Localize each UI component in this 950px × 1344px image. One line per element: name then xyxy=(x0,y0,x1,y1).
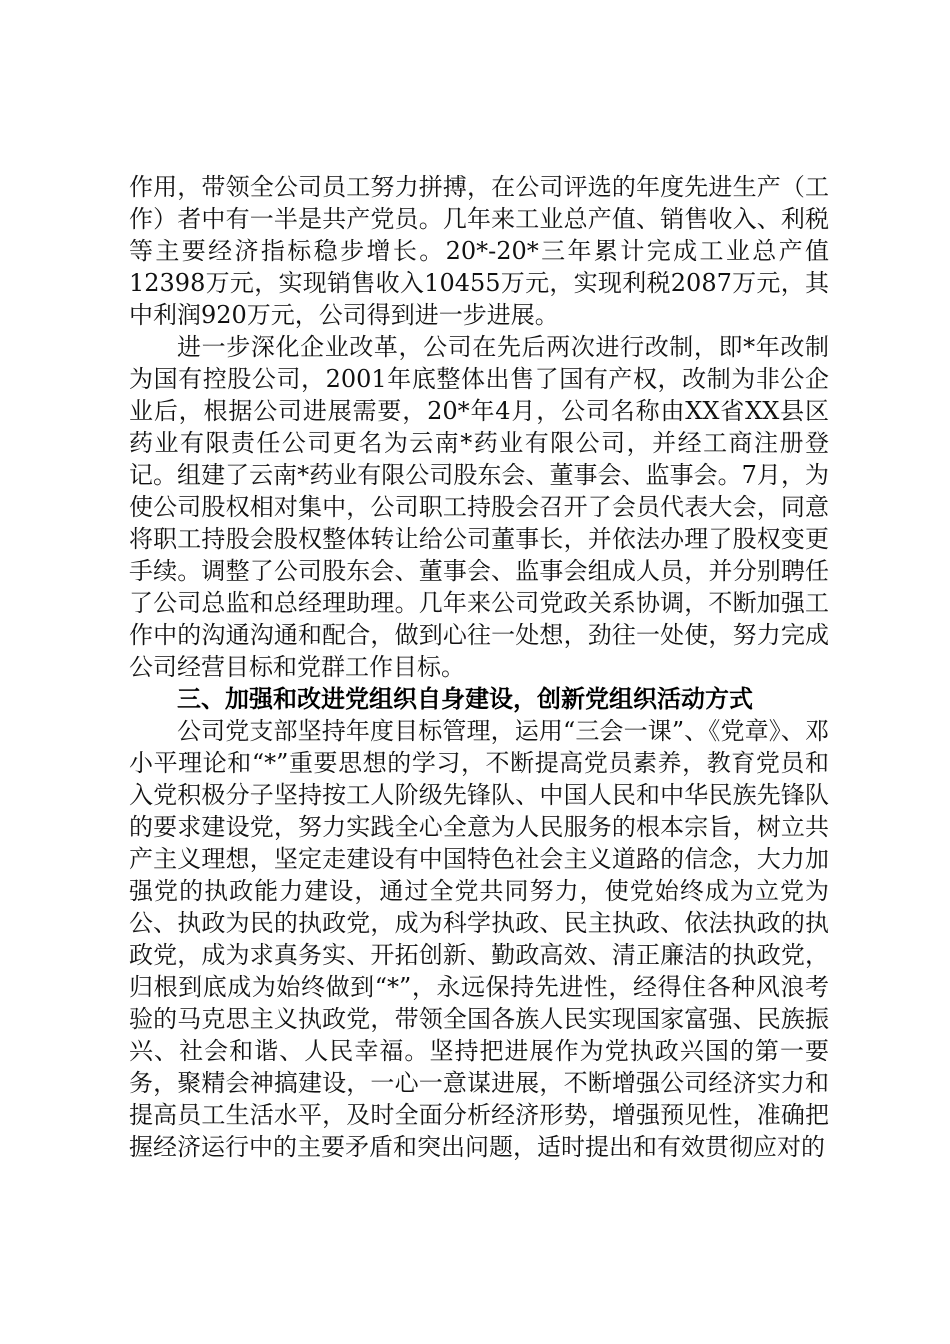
paragraph-party-building: 公司党支部坚持年度目标管理，运用“三会一课”、《党章》、邓小平理论和“*”重要思想的学习，不断提高党员素养，教育党员和入党积极分子坚持按工人阶级先锋队、中国人民和中华民族先锋队的要求建设党，努力实践全心全意为人民服务的根本宗旨，树立共产主义理想，坚定走建设有中国特色社会主义道路的信念，大力加强党的执政能力建设，通过全党共同努力，使党始终成为立党为公、执政为民的执政党，成为科学执政、民主执政、依法执政的执政党，成为求真务实、开拓创新、勤政高效、清正廉洁的执政党，归根到底成为始终做到“*”，永远保持先进性，经得住各种风浪考验的马克思主义执政党，带领全国各族人民实现国家富强、民族振兴、社会和谐、人民幸福。坚持把进展作为党执政兴国的第一要务，聚精会神搞建设，一心一意谋进展，不断增强公司经济实力和提高员工生活水平，及时全面分析经济形势，增强预见性，准确把握经济运行中的主要矛盾和突出问题，适时提出和有效贯彻应对的 xyxy=(129,717,829,1161)
paragraph-enterprise-reform: 进一步深化企业改革，公司在先后两次进行改制，即*年改制为国有控股公司，2001年底整体出售了国有产权，改制为非公企业后，根据公司进展需要，20*年4月，公司名称由XX省XX县区药业有限责任公司更名为云南*药业有限公司，并经工商注册登记。组建了云南*药业有限公司股东会、董事会、监事会。7月，为使公司股权相对集中，公司职工持股会召开了会员代表大会，同意将职工持股会股权整体转让给公司董事长，并依法办理了股权变更手续。调整了公司股东会、董事会、监事会组成人员，并分别聘任了公司总监和总经理助理。几年来公司党政关系协调，不断加强工作中的沟通沟通和配合，做到心往一处想，劲往一处使，努力完成公司经营目标和党群工作目标。 xyxy=(129,333,829,681)
paragraph-production-results: 作用，带领全公司员工努力拼搏，在公司评选的年度先进生产（工作）者中有一半是共产党员。几年来工业总产值、销售收入、利税等主要经济指标稳步增长。20*-20*三年累计完成工业总产值12398万元，实现销售收入10455万元，实现利税2087万元，其中利润920万元，公司得到进一步进展。 xyxy=(129,173,829,329)
section-heading: 三、加强和改进党组织自身建设，创新党组织活动方式 xyxy=(177,685,753,713)
document-body xyxy=(129,171,829,1163)
